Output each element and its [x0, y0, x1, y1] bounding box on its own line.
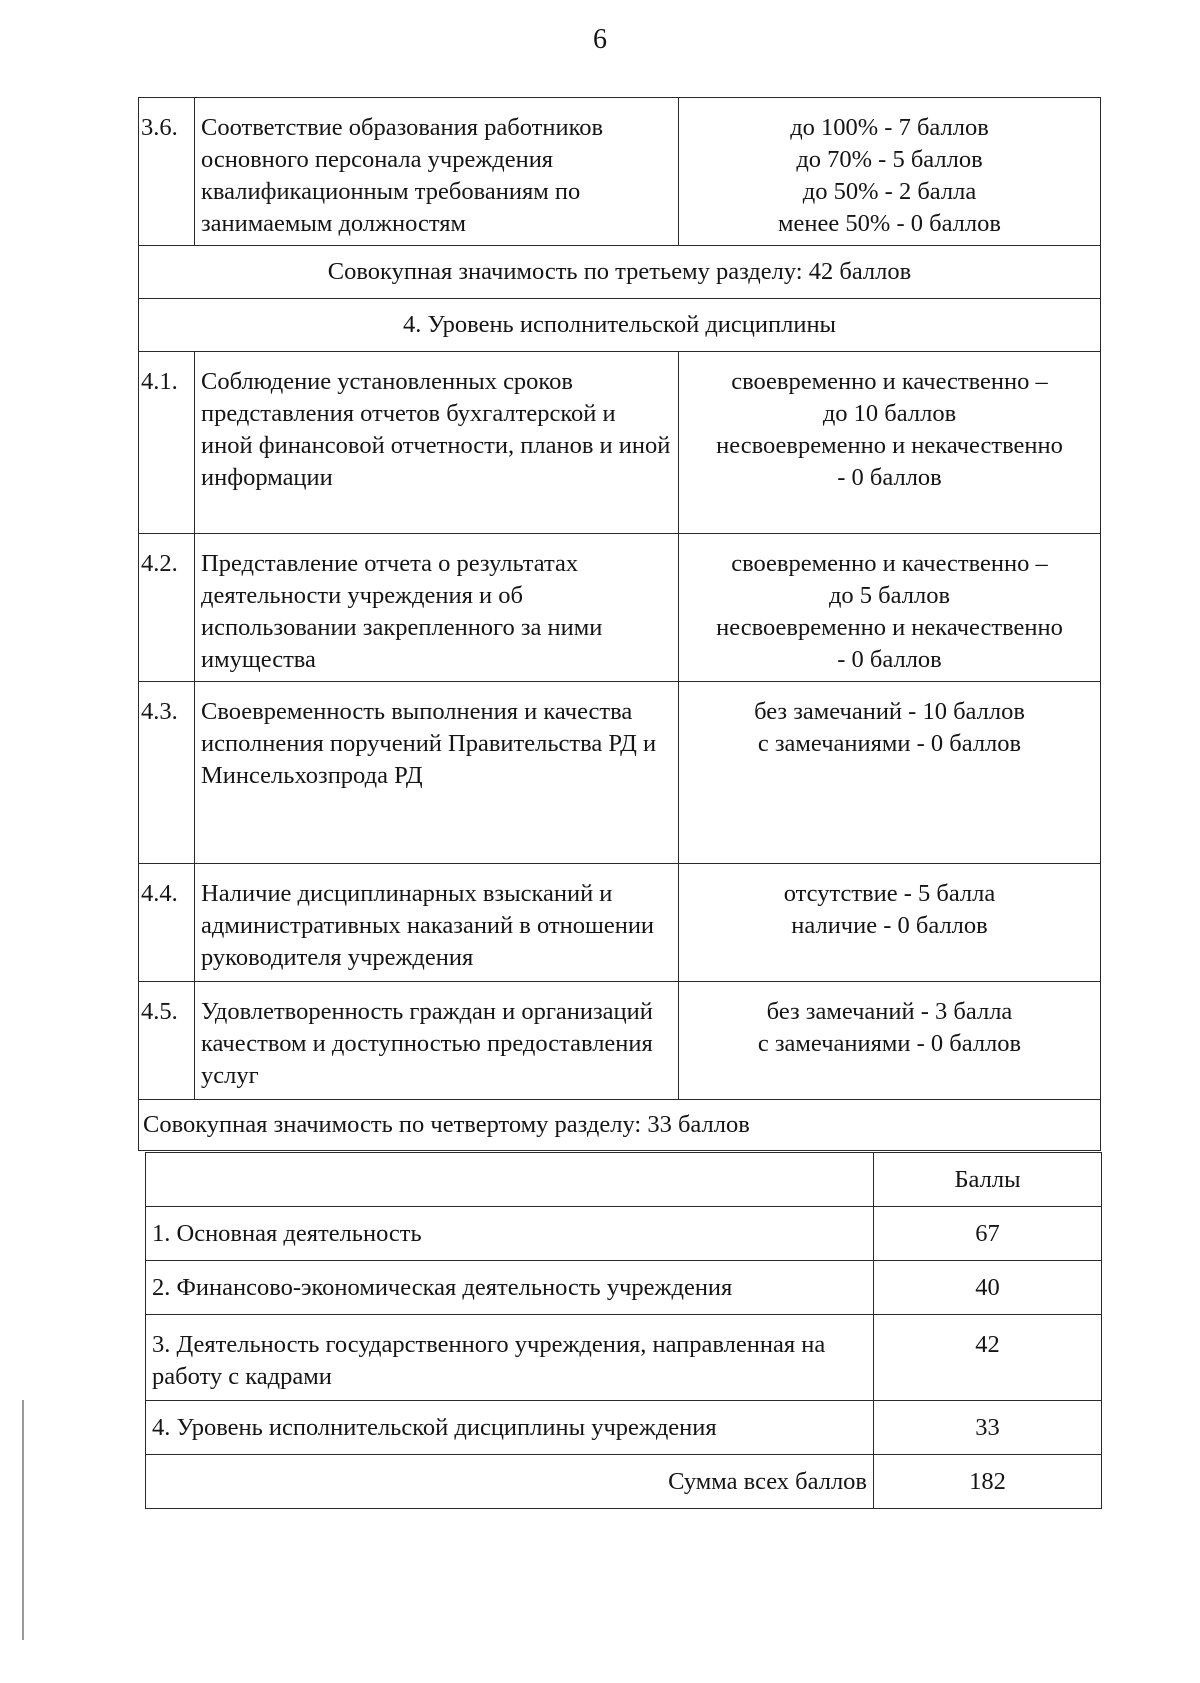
criteria-number: 4.2. [139, 534, 195, 682]
criteria-number: 3.6. [139, 98, 195, 246]
score-line: без замечаний - 3 балла [766, 998, 1013, 1025]
criteria-row-4-2 [139, 534, 1101, 682]
criteria-scores [679, 98, 1101, 246]
summary-row [146, 1315, 1102, 1401]
score-line: до 70% - 5 баллов [796, 146, 983, 173]
summary-value: 40 [874, 1261, 1102, 1315]
summary-total-value: 182 [874, 1455, 1102, 1509]
page-number: 6 [593, 24, 607, 55]
criteria-row-4-4 [139, 864, 1101, 982]
section3-total: Совокупная значимость по третьему разделу: 42 баллов [139, 246, 1101, 299]
section4-total-row [139, 1100, 1101, 1151]
section3-total-row [139, 246, 1101, 299]
score-line: - 0 баллов [837, 464, 942, 491]
score-line: до 5 баллов [828, 582, 951, 609]
summary-label: 4. Уровень исполнительской дисциплины учреждения [146, 1401, 874, 1455]
score-line: до 50% - 2 балла [802, 178, 977, 205]
summary-header: Баллы [874, 1153, 1102, 1207]
criteria-table [138, 97, 1101, 1151]
criteria-row-4-1 [139, 352, 1101, 534]
score-line: с замечаниями - 0 баллов [757, 1030, 1022, 1057]
criteria-description: Представление отчета о результатах деятельности учреждения и об использовании закрепленного за ними имущества [195, 534, 679, 682]
section4-heading-row [139, 299, 1101, 352]
criteria-description: Наличие дисциплинарных взысканий и административных наказаний в отношении руководителя учреждения [195, 864, 679, 982]
summary-value: 67 [874, 1207, 1102, 1261]
score-line: без замечаний - 10 баллов [754, 698, 1025, 725]
summary-label: 1. Основная деятельность [146, 1207, 874, 1261]
score-line: отсутствие - 5 балла [783, 880, 996, 907]
score-line: несвоевременно и некачественно [716, 432, 1063, 459]
scan-margin-line [22, 1400, 24, 1640]
score-line: менее 50% - 0 баллов [778, 210, 1001, 237]
score-line: до 10 баллов [822, 400, 957, 427]
criteria-number: 4.3. [139, 682, 195, 864]
summary-value: 33 [874, 1401, 1102, 1455]
criteria-number: 4.5. [139, 982, 195, 1100]
criteria-row-3-6 [139, 98, 1101, 246]
summary-total-label: Сумма всех баллов [146, 1455, 874, 1509]
criteria-row-4-3 [139, 682, 1101, 864]
section4-total: Совокупная значимость по четвертому разделу: 33 баллов [139, 1100, 1101, 1151]
summary-table [145, 1152, 1102, 1509]
criteria-description: Удовлетворенность граждан и организаций качеством и доступностью предоставления услуг [195, 982, 679, 1100]
summary-value: 42 [874, 1315, 1102, 1401]
criteria-scores [679, 682, 1101, 864]
criteria-scores [679, 864, 1101, 982]
criteria-scores [679, 534, 1101, 682]
summary-header-empty [146, 1153, 874, 1207]
section4-heading: 4. Уровень исполнительской дисциплины [139, 299, 1101, 352]
summary-label: 2. Финансово-экономическая деятельность учреждения [146, 1261, 874, 1315]
summary-header-row [146, 1153, 1102, 1207]
summary-label: 3. Деятельность государственного учреждения, направленная на работу с кадрами [146, 1315, 874, 1401]
criteria-number: 4.4. [139, 864, 195, 982]
criteria-row-4-5 [139, 982, 1101, 1100]
criteria-number: 4.1. [139, 352, 195, 534]
criteria-scores [679, 982, 1101, 1100]
score-line: с замечаниями - 0 баллов [757, 730, 1022, 757]
score-line: наличие - 0 баллов [791, 912, 988, 939]
criteria-description: Своевременность выполнения и качества исполнения поручений Правительства РД и Минсельхозпрода РД [195, 682, 679, 864]
score-line: несвоевременно и некачественно [716, 614, 1063, 641]
summary-row [146, 1401, 1102, 1455]
score-line: - 0 баллов [837, 646, 942, 673]
criteria-description: Соблюдение установленных сроков представления отчетов бухгалтерской и иной финансовой отчетности, планов и иной информации [195, 352, 679, 534]
summary-row [146, 1261, 1102, 1315]
criteria-scores [679, 352, 1101, 534]
summary-row [146, 1207, 1102, 1261]
score-line: своевременно и качественно – [731, 550, 1048, 577]
score-line: своевременно и качественно – [731, 368, 1048, 395]
score-line: до 100% - 7 баллов [790, 114, 989, 141]
summary-total-row [146, 1455, 1102, 1509]
criteria-description: Соответствие образования работников основного персонала учреждения квалификационным требованиям по занимаемым должностям [195, 98, 679, 246]
